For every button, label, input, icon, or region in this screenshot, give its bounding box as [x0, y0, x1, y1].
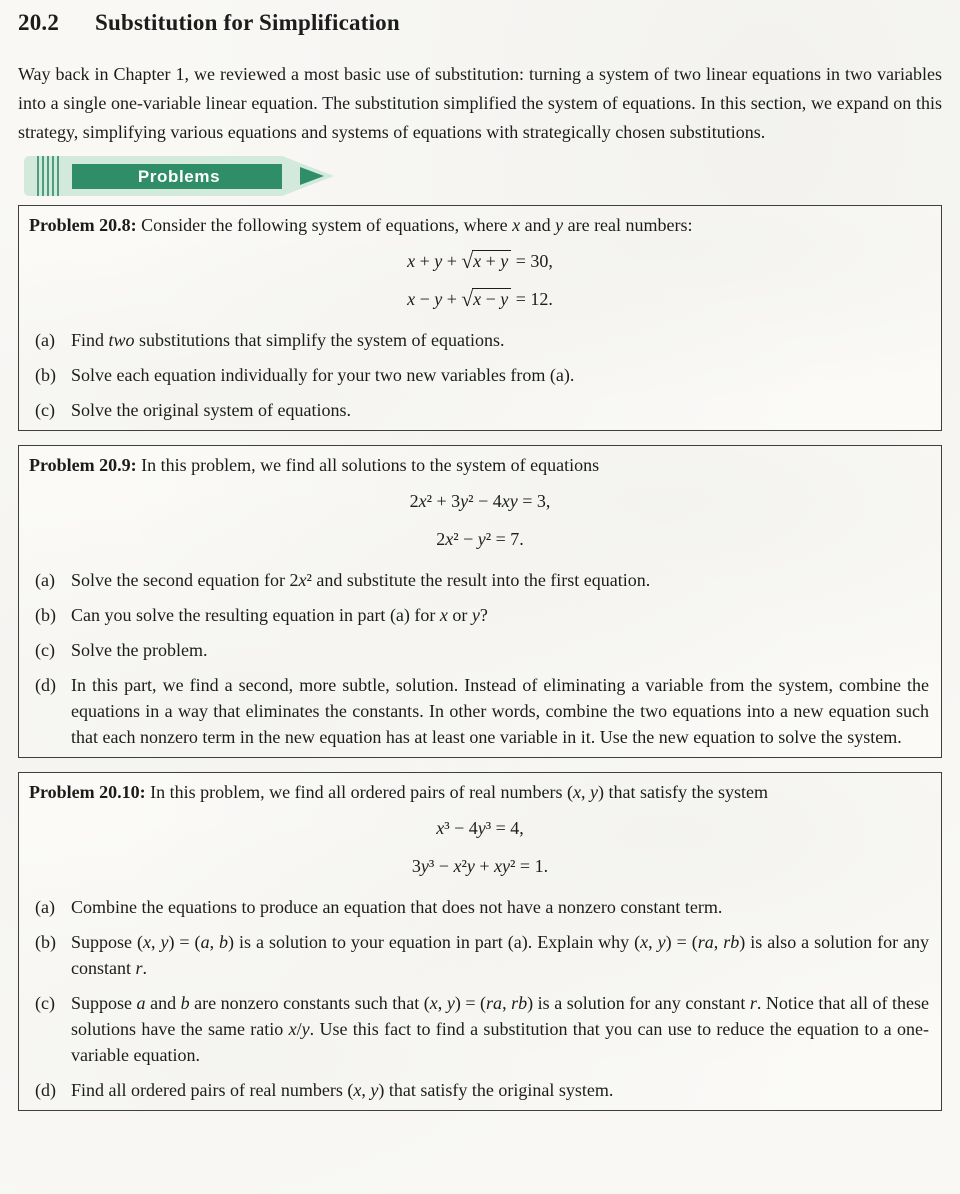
equation-block [29, 242, 931, 318]
section-heading [18, 10, 942, 36]
part-label: (c) [35, 993, 55, 1013]
part-label: (d) [35, 1080, 56, 1100]
part-label: (c) [35, 400, 55, 420]
problem-part-b [29, 602, 931, 628]
equation-line: 2x² − y² = 7. [436, 529, 524, 549]
part-text: Find two substitutions that simplify the system of equations. [71, 330, 505, 350]
radicand: x + y [472, 250, 511, 271]
part-text: Suppose a and b are nonzero constants such that (x, y) = (ra, rb) is a solution for any constant r. Notice that all of these solutions have the same ratio x/y. Use this fact to find a substitution that you can use to reduce the equation to a one-variable equation. [71, 993, 930, 1065]
problems-pencil-banner [24, 155, 364, 197]
problem-number-label: Problem 20.9: [29, 455, 137, 475]
problem-part-b [29, 929, 931, 981]
problem-box-20.8 [18, 205, 942, 431]
problem-part-a [29, 327, 931, 353]
radicand: x − y [472, 288, 511, 309]
part-text: Solve the second equation for 2x² and substitute the result into the first equation. [71, 570, 651, 590]
part-label: (b) [35, 605, 56, 625]
problem-part-c [29, 990, 931, 1068]
problem-statement: In this problem, we find all ordered pairs of real numbers (x, y) that satisfy the system [150, 782, 769, 802]
problems-list [18, 205, 942, 1111]
problem-part-d [29, 672, 931, 750]
pencil-band [72, 164, 286, 189]
part-label: (a) [35, 570, 55, 590]
part-label: (b) [35, 932, 56, 952]
problem-number-label: Problem 20.10: [29, 782, 146, 802]
problem-box-20.10 [18, 772, 942, 1111]
radical-sign-icon: √ [461, 287, 474, 311]
equation-block [29, 482, 931, 558]
problem-statement: Consider the following system of equations, where x and y are real numbers: [141, 215, 693, 235]
problem-part-b [29, 362, 931, 388]
part-label: (d) [35, 675, 56, 695]
pencil-point-icon [300, 167, 324, 185]
part-text: Can you solve the resulting equation in part (a) for x or y? [71, 605, 488, 625]
part-text: Find all ordered pairs of real numbers (x, y) that satisfy the original system. [71, 1080, 614, 1100]
pencil-stripes [34, 156, 60, 196]
part-label: (a) [35, 330, 55, 350]
part-label: (a) [35, 897, 55, 917]
problem-part-a [29, 894, 931, 920]
intro-paragraph: Way back in Chapter 1, we reviewed a most basic use of substitution: turning a system of two linear equations in two variables into a single one-variable linear equation. The substitution simplified the system of equations. In this section, we expand on this strategy, simplifying various equations and systems of equations with strategically chosen substitutions. [18, 64, 942, 142]
equation-line: 3y³ − x²y + xy² = 1. [411, 856, 549, 876]
sqrt-radical [461, 289, 511, 309]
problem-header [29, 780, 931, 805]
problem-number-label: Problem 20.8: [29, 215, 137, 235]
problem-box-20.9 [18, 445, 942, 758]
problems-banner-label: Problems [137, 166, 221, 186]
problem-statement: In this problem, we find all solutions to the system of equations [141, 455, 600, 475]
problem-part-c [29, 397, 931, 423]
part-text: Combine the equations to produce an equation that does not have a nonzero constant term. [71, 897, 723, 917]
part-text: Solve each equation individually for your two new variables from (a). [71, 365, 575, 385]
part-text: Solve the original system of equations. [71, 400, 351, 420]
equation-line: x + y + √x + y = 30, [407, 249, 553, 273]
equation-line: x³ − 4y³ = 4, [436, 818, 524, 838]
problem-part-c [29, 637, 931, 663]
sqrt-radical [461, 251, 511, 271]
part-text: Suppose (x, y) = (a, b) is a solution to your equation in part (a). Explain why (x, y) = (ra, rb) is also a solution for any constant r. [71, 932, 930, 978]
problem-header [29, 213, 931, 238]
equation-block [29, 809, 931, 885]
section-number: 20.2 [18, 10, 60, 35]
problem-part-a [29, 567, 931, 593]
equation-line: x − y + √x − y = 12. [407, 287, 553, 311]
problem-header [29, 453, 931, 478]
radical-sign-icon: √ [461, 249, 474, 273]
problem-part-d [29, 1077, 931, 1103]
equation-line: 2x² + 3y² − 4xy = 3, [409, 491, 551, 511]
part-text: Solve the problem. [71, 640, 208, 660]
part-label: (b) [35, 365, 56, 385]
part-label: (c) [35, 640, 55, 660]
part-text: In this part, we find a second, more subtle, solution. Instead of eliminating a variable from the system, combine the equations in a way that eliminates the constants. In other words, combine the two equations into a new equation such that each nonzero term in the new equation has at least one variable in it. Use the new equation to solve the system. [71, 675, 929, 747]
section-title: Substitution for Simplification [95, 10, 400, 35]
